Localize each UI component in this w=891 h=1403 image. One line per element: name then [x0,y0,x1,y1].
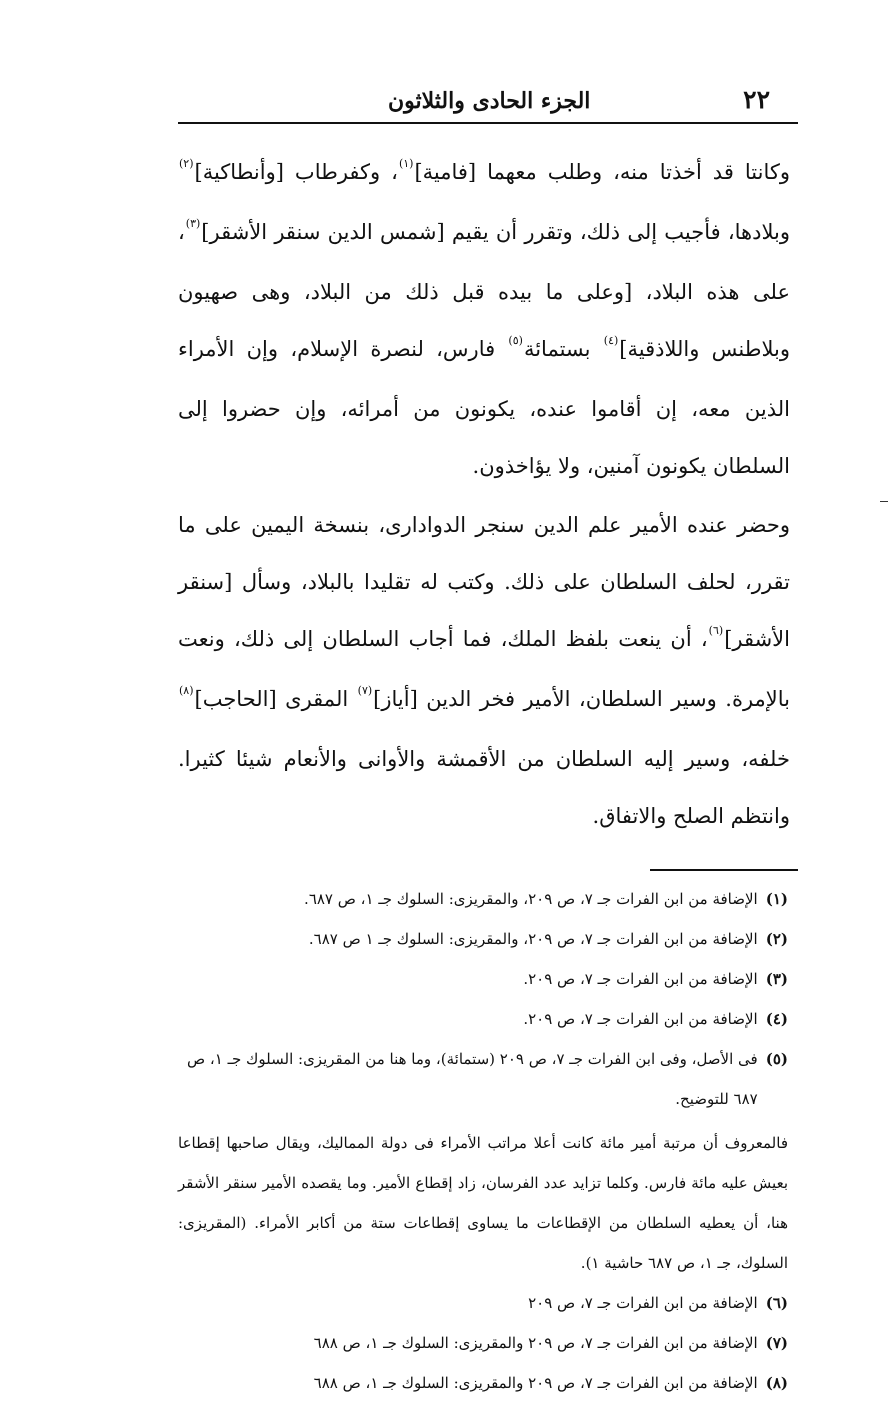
margin-mark [880,501,888,502]
footnote-item [178,1363,788,1403]
footnote-item [178,1283,788,1323]
paragraph [178,497,790,845]
text-segment: ، على هذه البلاد، [وعلى ما بيده قبل ذلك من البلاد، وهى صهيون وبلاطنس واللاذقية] [178,220,791,361]
running-title: الجزء الحادى والثلاثون [388,88,591,114]
footnote-number: (١) [765,890,788,908]
footnote-text: الإضافة من ابن الفرات جـ ٧، ص ٢٠٩ والمقريزى: السلوك جـ ١، ص ٦٨٨ [313,1374,758,1392]
text-segment: المقرى [الحاجب] [194,687,357,711]
text-segment: فارس، لنصرة الإسلام، وإن الأمراء الذين معه، إن أقاموا عنده، يكونون من أمرائه، وإن حضروا إلى السلطان يكونون آمنين، ولا يؤاخذون. [178,337,790,478]
footnote-text: الإضافة من ابن الفرات جـ ٧، ص ٢٠٩ [528,1294,758,1312]
paragraph [178,144,790,495]
footnote-item [178,1323,788,1363]
book-page [178,80,798,1403]
footnote-reference: (٤) [603,334,619,347]
footnote-number: (٦) [765,1294,788,1312]
footnote-text: الإضافة من ابن الفرات جـ ٧، ص ٢٠٩، والمقريزى: السلوك جـ ١ ص ٦٨٧. [308,930,758,948]
page-header [178,80,798,118]
text-segment: وبلادها، فأجيب إلى ذلك، وتقرر أن يقيم [شمس الدين سنقر الأشقر] [201,220,790,244]
footnote-number: (٨) [765,1374,788,1392]
footnote-text: الإضافة من ابن الفرات جـ ٧، ص ٢٠٩. [523,970,758,988]
text-segment: ، وكفرطاب [وأنطاكية] [194,160,398,184]
footnote-reference: (٢) [179,157,194,170]
footnote-item [178,879,788,919]
footnotes [178,879,798,1403]
footnote-separator [650,869,798,871]
footnote-reference: (٦) [708,624,724,637]
footnote-text: الإضافة من ابن الفرات جـ ٧، ص ٢٠٩ والمقريزى: السلوك جـ ١، ص ٦٨٨ [313,1334,758,1352]
footnote-number: (٣) [765,970,788,988]
text-segment: وكانتا قد أخذتا منه، وطلب معهما [فامية] [414,160,790,184]
footnote-text: الإضافة من ابن الفرات جـ ٧، ص ٢٠٩. [523,1010,758,1028]
footnote-commentary: فالمعروف أن مرتبة أمير مائة كانت أعلا مراتب الأمراء فى دولة المماليك، ويقال صاحبها إقطاعا بعيش عليه مائة فارس. وكلما تزايد عدد الفرسان، زاد إقطاع الأمير. وما يقصده الأمير سنقر الأشقر هنا، أن يعطيه السلطان من الإقطاعات ما يساوى إقطاعات ستة من أكابر الأمراء. (المقريزى: السلوك، جـ ١، ص ٦٨٧ حاشية ١). [178,1134,788,1272]
text-segment: وحضر عنده الأمير علم الدين سنجر الدوادارى، بنسخة اليمين على ما تقرر، لحلف السلطان على ذلك. وكتب له تقليدا بالبلاد، وسأل [سنقر الأشقر] [178,513,790,651]
footnote-item [178,999,788,1039]
footnote-reference: (١) [398,157,414,170]
header-rule [178,122,798,124]
footnote-text: فى الأصل، وفى ابن الفرات جـ ٧، ص ٢٠٩ (ستمائة)، وما هنا من المقريزى: السلوك جـ ١، ص ٦٨٧ للتوضيح. [187,1050,758,1108]
footnote-number: (٥) [765,1050,788,1068]
footnote-item [178,959,788,999]
footnote-number: (٧) [765,1334,788,1352]
main-text [178,144,798,845]
footnote-reference: (٧) [357,684,373,697]
footnote-text: الإضافة من ابن الفرات جـ ٧، ص ٢٠٩، والمقريزى: السلوك جـ ١، ص ٦٨٧. [304,890,758,908]
footnote-item [178,1039,788,1119]
text-segment: خلفه، وسير إليه السلطان من الأقمشة والأوانى والأنعام شيئا كثيرا. وانتظم الصلح والاتفاق. [178,747,790,828]
footnote-reference: (٨) [179,684,194,697]
footnote-reference: (٣) [185,217,201,230]
footnote-reference: (٥) [508,334,523,347]
text-segment: بستمائة [523,337,603,361]
footnote-item [178,919,788,959]
footnote-number: (٢) [765,930,788,948]
page-number: ٢٢ [743,85,770,114]
footnote-number: (٤) [765,1010,788,1028]
text-segment: ، أن ينعت بلفظ الملك، فما أجاب السلطان إلى ذلك، ونعت بالإمرة. وسير السلطان، الأمير فخر الدين [أياز] [178,627,790,711]
